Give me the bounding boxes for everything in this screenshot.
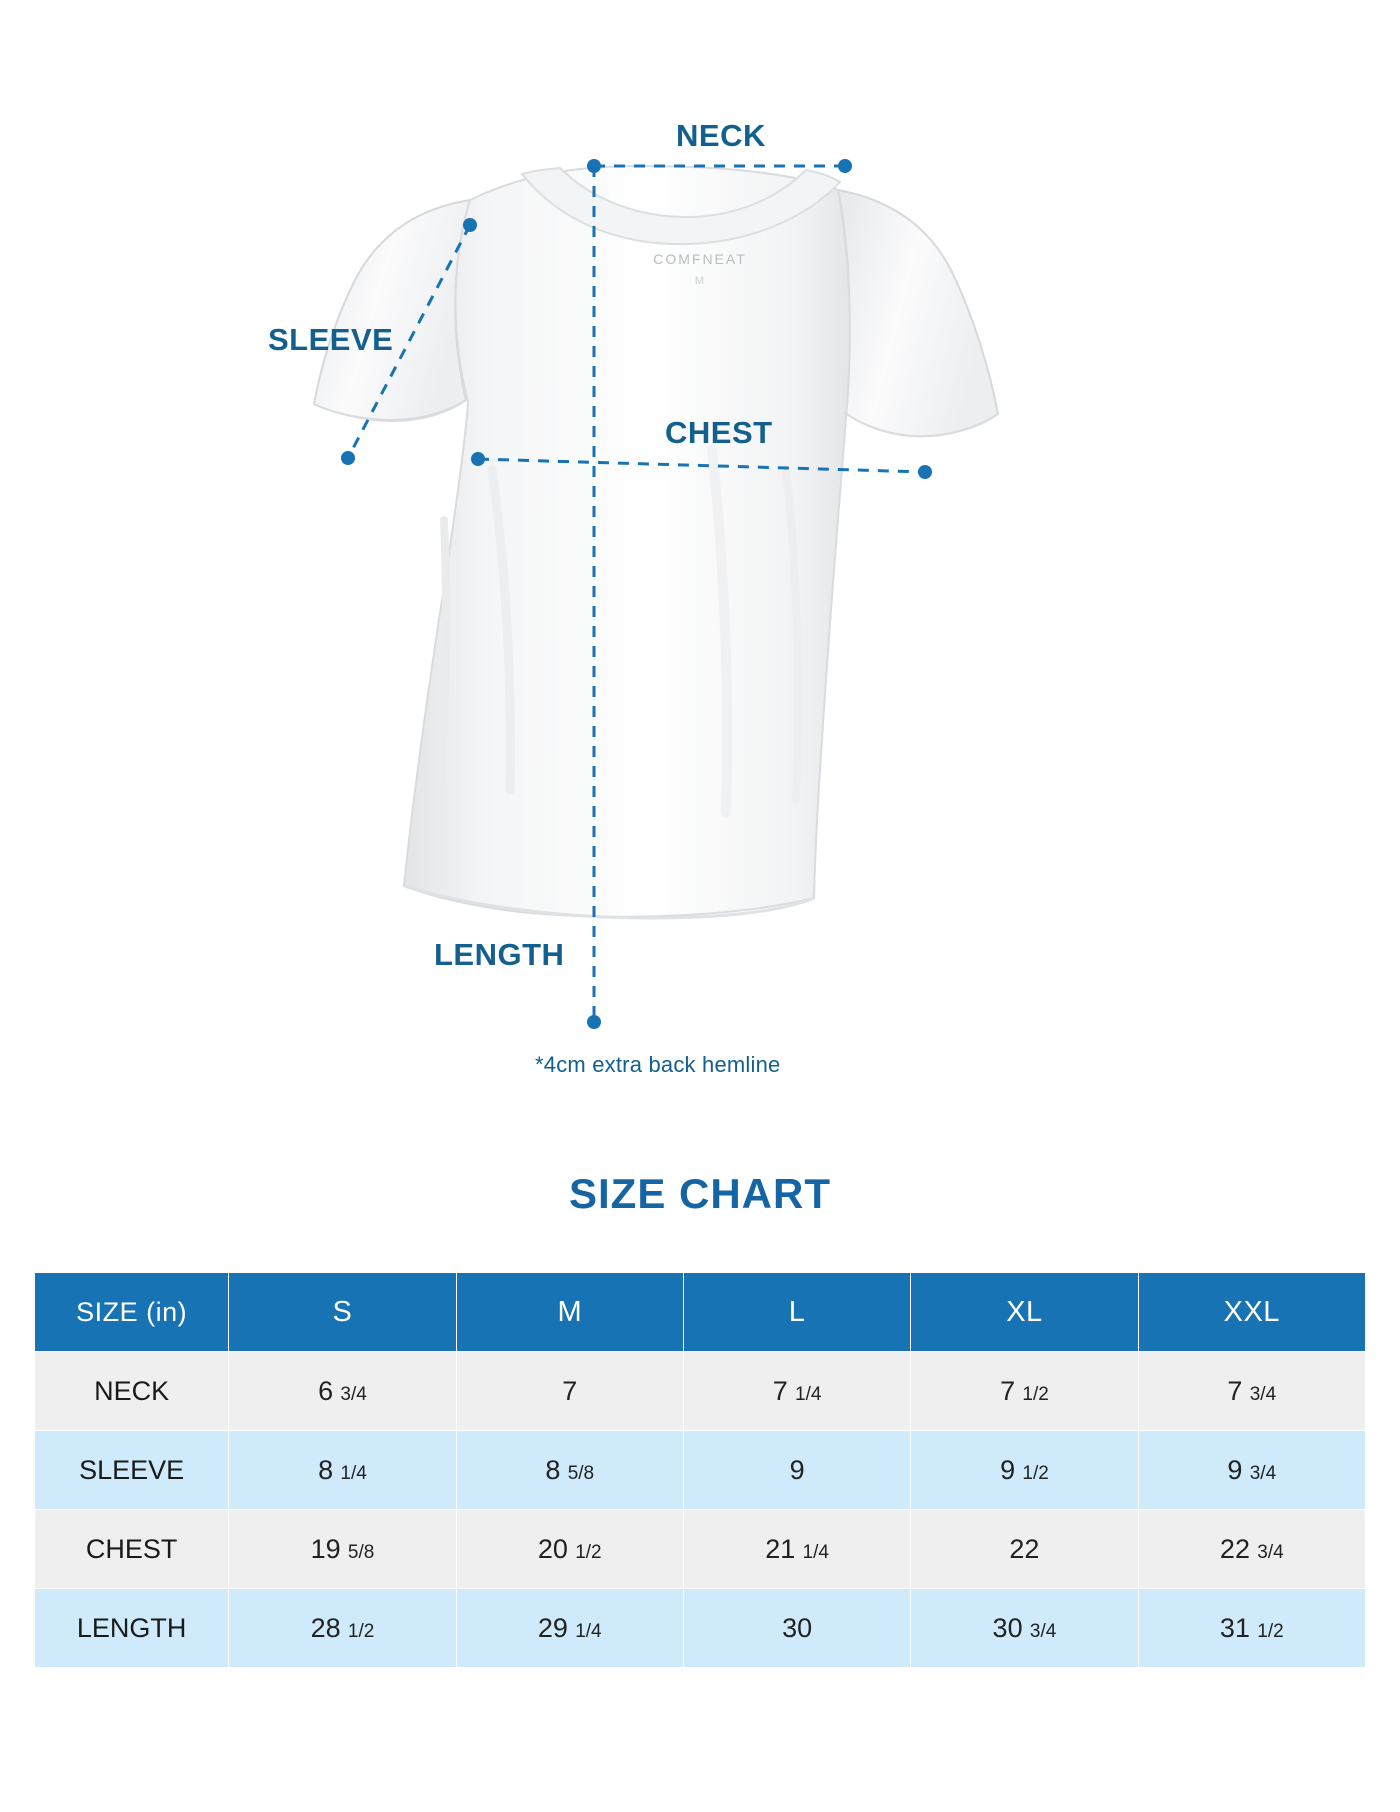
table-body [35,1352,1366,1668]
brand-tag-size: M [694,275,706,287]
value-whole: 28 [310,1612,341,1643]
label-length: LENGTH [434,937,565,972]
value-fraction: 1/2 [1251,1620,1284,1642]
value-fraction: 1/2 [1017,1383,1049,1405]
hemline-footnote: *4cm extra back hemline [535,1052,781,1077]
value-whole: 9 [1227,1454,1243,1485]
size-chart-table [34,1272,1366,1668]
cell-sleeve-xxl [1138,1431,1365,1510]
value-whole: 7 [562,1375,578,1406]
value-whole: 8 [545,1454,561,1485]
cell-sleeve-xl [911,1431,1138,1510]
value-whole: 7 [772,1375,788,1406]
value-fraction: 1/4 [569,1620,602,1642]
table-row [35,1589,1366,1668]
cell-neck-s [229,1352,456,1431]
cell-length-l [683,1589,910,1668]
cell-chest-xl [911,1510,1138,1589]
value-fraction: 1/2 [342,1620,375,1642]
value-whole: 7 [1000,1375,1016,1406]
table-row [35,1510,1366,1589]
label-chest: CHEST [665,415,773,450]
value-fraction: 1/4 [797,1541,829,1563]
row-label-length: LENGTH [35,1589,229,1668]
value-whole: 21 [765,1533,796,1564]
value-whole: 9 [789,1454,805,1485]
value-whole: 8 [318,1454,334,1485]
value-fraction: 3/4 [1244,1462,1277,1484]
cell-sleeve-m [456,1431,683,1510]
value-fraction: 1/2 [569,1541,602,1563]
cell-neck-l [683,1352,910,1431]
value-fraction: 3/4 [1244,1383,1277,1405]
header-cell-l: L [683,1273,910,1352]
cell-neck-xl [911,1352,1138,1431]
value-whole: 19 [310,1533,341,1564]
cell-length-m [456,1589,683,1668]
cell-neck-m [456,1352,683,1431]
label-neck: NECK [676,118,766,153]
value-fraction: 1/4 [335,1462,367,1484]
cell-chest-m [456,1510,683,1589]
row-label-sleeve: SLEEVE [35,1431,229,1510]
cell-chest-s [229,1510,456,1589]
value-whole: 30 [782,1612,813,1643]
value-whole: 22 [1009,1533,1040,1564]
shirt-body-shape [404,166,850,917]
value-fraction: 1/4 [789,1383,822,1405]
table-row [35,1352,1366,1431]
size-chart-title: SIZE CHART [569,1170,831,1217]
header-cell-xxl: XXL [1138,1273,1365,1352]
left-sleeve-shape [314,200,470,420]
value-whole: 31 [1219,1612,1250,1643]
label-sleeve: SLEEVE [268,322,394,357]
brand-tag-text: COMFNEAT [653,251,747,267]
value-whole: 30 [992,1612,1023,1643]
value-fraction: 5/8 [342,1541,375,1563]
table-row [35,1431,1366,1510]
cell-chest-l [683,1510,910,1589]
table-header-row [35,1273,1366,1352]
value-whole: 29 [537,1612,568,1643]
cell-chest-xxl [1138,1510,1365,1589]
value-fraction: 3/4 [1251,1541,1284,1563]
header-cell-s: S [229,1273,456,1352]
cell-length-s [229,1589,456,1668]
value-whole: 6 [318,1375,334,1406]
value-fraction: 5/8 [562,1462,595,1484]
cell-length-xl [911,1589,1138,1668]
row-label-neck: NECK [35,1352,229,1431]
header-cell-m: M [456,1273,683,1352]
value-fraction: 3/4 [335,1383,367,1405]
value-whole: 20 [537,1533,568,1564]
value-fraction: 1/2 [1017,1462,1049,1484]
value-fraction: 3/4 [1024,1620,1057,1642]
value-whole: 22 [1219,1533,1250,1564]
cell-length-xxl [1138,1589,1365,1668]
size-chart-container [34,1272,1366,1668]
right-sleeve-shape [838,190,998,436]
value-whole: 9 [1000,1454,1016,1485]
cell-sleeve-l [683,1431,910,1510]
value-whole: 7 [1227,1375,1243,1406]
header-cell-size: SIZE (in) [35,1273,229,1352]
header-cell-xl: XL [911,1273,1138,1352]
cell-neck-xxl [1138,1352,1365,1431]
cell-sleeve-s [229,1431,456,1510]
row-label-chest: CHEST [35,1510,229,1589]
